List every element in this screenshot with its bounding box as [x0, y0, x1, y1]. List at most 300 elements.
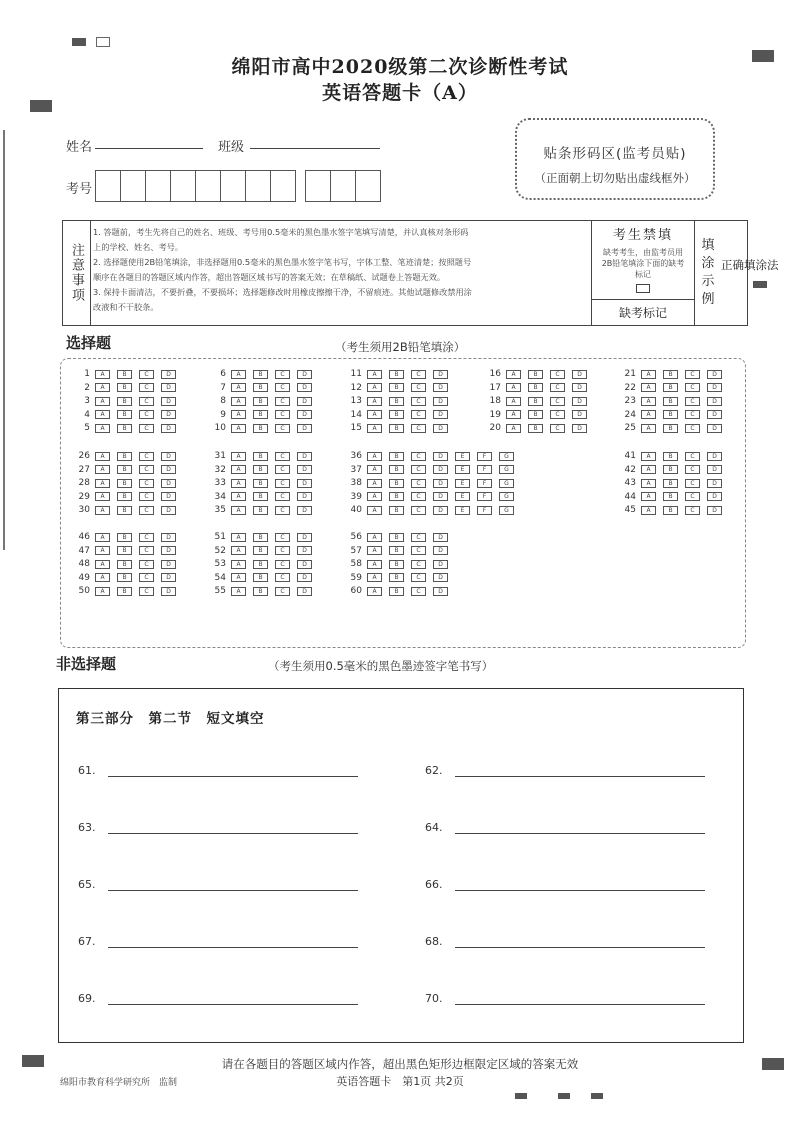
item-number: 70.	[425, 992, 443, 1005]
answer-bubble[interactable]: A	[367, 573, 382, 582]
answer-bubble[interactable]: D	[572, 410, 587, 419]
answer-bubble[interactable]: D	[707, 424, 722, 433]
answer-bubble[interactable]: A	[367, 383, 382, 392]
answer-bubble[interactable]: D	[297, 587, 312, 596]
answer-underline[interactable]	[108, 938, 358, 948]
answer-bubble[interactable]: D	[433, 546, 448, 555]
answer-underline[interactable]	[455, 881, 705, 891]
answer-bubble[interactable]: C	[685, 506, 700, 515]
answer-bubble[interactable]: D	[433, 452, 448, 461]
answer-bubble[interactable]: A	[231, 479, 246, 488]
answer-bubble[interactable]: D	[297, 465, 312, 474]
answer-bubble[interactable]: A	[231, 397, 246, 406]
answer-bubble[interactable]: C	[139, 397, 154, 406]
answer-bubble[interactable]: B	[117, 479, 132, 488]
answer-bubble[interactable]: A	[641, 465, 656, 474]
answer-underline[interactable]	[108, 995, 358, 1005]
answer-bubble[interactable]: D	[707, 397, 722, 406]
answer-underline[interactable]	[455, 767, 705, 777]
answer-bubble[interactable]: C	[411, 397, 426, 406]
answer-bubble[interactable]: A	[95, 397, 110, 406]
answer-bubble[interactable]: A	[231, 573, 246, 582]
answer-bubble[interactable]: B	[528, 383, 543, 392]
question-number: 20	[489, 423, 501, 434]
answer-bubble[interactable]: A	[231, 506, 246, 515]
answer-bubble[interactable]: B	[117, 546, 132, 555]
answer-bubble[interactable]: C	[139, 410, 154, 419]
answer-bubble[interactable]: B	[663, 397, 678, 406]
answer-bubble[interactable]: E	[455, 492, 470, 501]
answer-bubble[interactable]: A	[367, 492, 382, 501]
exam-id-digit[interactable]	[305, 170, 331, 202]
answer-bubble[interactable]: C	[411, 492, 426, 501]
answer-bubble[interactable]: A	[367, 370, 382, 379]
answer-bubble[interactable]: D	[297, 397, 312, 406]
answer-bubble[interactable]: A	[231, 452, 246, 461]
question-number: 37	[350, 464, 362, 475]
answer-bubble[interactable]: B	[253, 533, 268, 542]
answer-bubble[interactable]: G	[499, 492, 514, 501]
answer-bubble[interactable]: C	[275, 370, 290, 379]
answer-bubble[interactable]: D	[707, 370, 722, 379]
answer-bubble[interactable]: D	[161, 506, 176, 515]
answer-bubble[interactable]: B	[663, 465, 678, 474]
answer-bubble[interactable]: C	[411, 573, 426, 582]
exam-id-digit[interactable]	[120, 170, 146, 202]
answer-line[interactable]	[425, 992, 705, 1005]
answer-bubble[interactable]: C	[275, 506, 290, 515]
answer-bubble[interactable]: C	[411, 479, 426, 488]
answer-bubble[interactable]: C	[275, 560, 290, 569]
answer-bubble[interactable]: B	[117, 465, 132, 474]
answer-bubble[interactable]: D	[433, 465, 448, 474]
answer-bubble[interactable]: D	[707, 506, 722, 515]
answer-line[interactable]	[425, 821, 705, 834]
answer-bubble[interactable]: A	[641, 452, 656, 461]
answer-bubble[interactable]: D	[297, 506, 312, 515]
answer-bubble[interactable]: D	[707, 465, 722, 474]
answer-bubble[interactable]: E	[455, 506, 470, 515]
answer-underline[interactable]	[455, 938, 705, 948]
answer-bubble[interactable]: D	[297, 546, 312, 555]
answer-bubble[interactable]: B	[389, 370, 404, 379]
exam-id-digit[interactable]	[330, 170, 356, 202]
answer-bubble[interactable]: C	[139, 479, 154, 488]
answer-bubble[interactable]: D	[433, 370, 448, 379]
answer-bubble[interactable]: D	[297, 573, 312, 582]
answer-bubble[interactable]: C	[685, 492, 700, 501]
answer-bubble[interactable]: D	[433, 492, 448, 501]
answer-bubble[interactable]: C	[139, 546, 154, 555]
answer-bubble[interactable]: C	[685, 370, 700, 379]
answer-underline[interactable]	[455, 995, 705, 1005]
answer-bubble[interactable]: C	[411, 560, 426, 569]
answer-bubble[interactable]: B	[117, 573, 132, 582]
answer-bubble[interactable]: D	[707, 452, 722, 461]
answer-bubble[interactable]: A	[506, 397, 521, 406]
answer-bubble[interactable]: A	[641, 506, 656, 515]
answer-bubble[interactable]: B	[117, 533, 132, 542]
answer-line[interactable]	[78, 764, 358, 777]
answer-bubble[interactable]: B	[663, 424, 678, 433]
answer-bubble[interactable]: G	[499, 452, 514, 461]
answer-bubble[interactable]: D	[433, 506, 448, 515]
answer-bubble[interactable]: D	[707, 492, 722, 501]
answer-bubble[interactable]: D	[297, 383, 312, 392]
answer-bubble[interactable]: D	[161, 370, 176, 379]
answer-bubble[interactable]: C	[139, 587, 154, 596]
answer-bubble[interactable]: C	[275, 410, 290, 419]
answer-bubble[interactable]: C	[685, 410, 700, 419]
answer-bubble[interactable]: C	[685, 479, 700, 488]
answer-bubble[interactable]: G	[499, 465, 514, 474]
answer-bubble[interactable]: C	[411, 452, 426, 461]
answer-bubble[interactable]: C	[685, 424, 700, 433]
answer-bubble[interactable]: C	[139, 383, 154, 392]
answer-bubble[interactable]: B	[253, 410, 268, 419]
answer-line[interactable]	[425, 764, 705, 777]
answer-bubble[interactable]: C	[685, 465, 700, 474]
answer-bubble[interactable]: C	[550, 410, 565, 419]
exam-id-digit[interactable]	[270, 170, 296, 202]
name-field[interactable]	[95, 148, 203, 149]
answer-line[interactable]	[78, 935, 358, 948]
answer-bubble[interactable]: D	[572, 383, 587, 392]
answer-bubble[interactable]: A	[367, 546, 382, 555]
answer-bubble[interactable]: D	[161, 587, 176, 596]
answer-bubble[interactable]: D	[161, 465, 176, 474]
answer-bubble[interactable]: C	[139, 465, 154, 474]
answer-bubble[interactable]: C	[275, 424, 290, 433]
answer-bubble[interactable]: C	[411, 533, 426, 542]
answer-bubble[interactable]: B	[253, 492, 268, 501]
answer-bubble[interactable]: C	[550, 370, 565, 379]
answer-bubble[interactable]: B	[253, 383, 268, 392]
answer-bubble[interactable]: D	[161, 452, 176, 461]
answer-bubble[interactable]: D	[433, 587, 448, 596]
answer-bubble[interactable]: A	[95, 560, 110, 569]
exam-id-boxes[interactable]	[95, 170, 380, 202]
answer-bubble[interactable]: B	[389, 383, 404, 392]
answer-bubble[interactable]: B	[389, 410, 404, 419]
answer-bubble[interactable]: B	[117, 560, 132, 569]
answer-bubble[interactable]: A	[95, 465, 110, 474]
answer-bubble[interactable]: A	[231, 560, 246, 569]
answer-bubble[interactable]: A	[95, 370, 110, 379]
answer-bubble[interactable]: C	[275, 383, 290, 392]
answer-bubble[interactable]: B	[253, 546, 268, 555]
answer-bubble[interactable]: A	[95, 587, 110, 596]
answer-bubble[interactable]: B	[117, 370, 132, 379]
answer-bubble[interactable]: A	[95, 424, 110, 433]
answer-bubble[interactable]: F	[477, 492, 492, 501]
answer-bubble[interactable]: B	[253, 506, 268, 515]
answer-bubble[interactable]: A	[95, 479, 110, 488]
answer-bubble[interactable]: D	[297, 452, 312, 461]
answer-bubble[interactable]: C	[411, 370, 426, 379]
answer-bubble[interactable]: A	[95, 492, 110, 501]
answer-bubble[interactable]: B	[389, 479, 404, 488]
answer-bubble[interactable]: B	[663, 410, 678, 419]
answer-bubble[interactable]: B	[117, 410, 132, 419]
answer-bubble[interactable]: D	[433, 397, 448, 406]
answer-bubble[interactable]: A	[231, 587, 246, 596]
answer-bubble[interactable]: B	[389, 506, 404, 515]
answer-bubble[interactable]: G	[499, 506, 514, 515]
answer-bubble[interactable]: B	[253, 587, 268, 596]
answer-bubble[interactable]: D	[297, 492, 312, 501]
answer-bubble[interactable]: C	[685, 397, 700, 406]
answer-bubble[interactable]: D	[433, 383, 448, 392]
answer-bubble[interactable]: F	[477, 465, 492, 474]
answer-bubble[interactable]: C	[139, 452, 154, 461]
answer-bubble[interactable]: A	[231, 370, 246, 379]
answer-bubble[interactable]: A	[641, 479, 656, 488]
answer-bubble[interactable]: B	[253, 452, 268, 461]
answer-bubble[interactable]: C	[550, 424, 565, 433]
answer-bubble[interactable]: B	[117, 506, 132, 515]
answer-bubble[interactable]: A	[367, 587, 382, 596]
question-row	[72, 422, 183, 434]
answer-bubble[interactable]: D	[297, 410, 312, 419]
answer-bubble[interactable]: E	[455, 465, 470, 474]
answer-bubble[interactable]: B	[389, 397, 404, 406]
absent-checkbox[interactable]	[636, 284, 650, 293]
answer-bubble[interactable]: D	[297, 424, 312, 433]
answer-bubble[interactable]: B	[663, 479, 678, 488]
answer-bubble[interactable]: C	[411, 383, 426, 392]
answer-bubble[interactable]: A	[506, 410, 521, 419]
answer-bubble[interactable]: B	[528, 424, 543, 433]
exam-id-digit[interactable]	[195, 170, 221, 202]
answer-bubble[interactable]: A	[641, 410, 656, 419]
answer-underline[interactable]	[455, 824, 705, 834]
answer-bubble[interactable]: B	[117, 397, 132, 406]
answer-bubble[interactable]: C	[275, 546, 290, 555]
answer-bubble[interactable]: D	[297, 533, 312, 542]
answer-bubble[interactable]: C	[139, 533, 154, 542]
answer-bubble[interactable]: A	[95, 546, 110, 555]
answer-bubble[interactable]: F	[477, 479, 492, 488]
exam-id-digit[interactable]	[145, 170, 171, 202]
answer-bubble[interactable]: D	[433, 573, 448, 582]
answer-bubble[interactable]: C	[685, 383, 700, 392]
answer-bubble[interactable]: B	[253, 397, 268, 406]
answer-bubble[interactable]: A	[367, 452, 382, 461]
answer-bubble[interactable]: B	[117, 424, 132, 433]
answer-bubble[interactable]: C	[275, 452, 290, 461]
answer-bubble[interactable]: A	[641, 424, 656, 433]
answer-bubble[interactable]: C	[685, 452, 700, 461]
answer-line[interactable]	[425, 878, 705, 891]
answer-line[interactable]	[78, 821, 358, 834]
answer-bubble[interactable]: B	[389, 452, 404, 461]
answer-bubble[interactable]: D	[572, 397, 587, 406]
answer-line[interactable]	[425, 935, 705, 948]
answer-bubble[interactable]: C	[275, 492, 290, 501]
answer-bubble[interactable]: C	[139, 492, 154, 501]
answer-line[interactable]	[78, 992, 358, 1005]
answer-bubble[interactable]: C	[411, 506, 426, 515]
answer-bubble[interactable]: A	[231, 424, 246, 433]
answer-bubble[interactable]: C	[411, 465, 426, 474]
answer-bubble[interactable]: B	[389, 573, 404, 582]
answer-bubble[interactable]: A	[367, 410, 382, 419]
answer-bubble[interactable]: C	[275, 465, 290, 474]
answer-bubble[interactable]: A	[367, 560, 382, 569]
answer-bubble[interactable]: G	[499, 479, 514, 488]
answer-bubble[interactable]: C	[275, 573, 290, 582]
answer-bubble[interactable]: D	[161, 533, 176, 542]
answer-bubble[interactable]: D	[161, 479, 176, 488]
answer-bubble[interactable]: B	[389, 492, 404, 501]
answer-bubble[interactable]: B	[253, 465, 268, 474]
answer-bubble[interactable]: B	[117, 587, 132, 596]
answer-bubble[interactable]: D	[707, 479, 722, 488]
answer-bubble[interactable]: A	[506, 424, 521, 433]
answer-bubble[interactable]: D	[433, 533, 448, 542]
answer-bubble[interactable]: B	[253, 560, 268, 569]
answer-bubble[interactable]: A	[231, 546, 246, 555]
answer-bubble[interactable]: E	[455, 452, 470, 461]
answer-bubble[interactable]: A	[641, 492, 656, 501]
answer-bubble[interactable]: D	[161, 546, 176, 555]
answer-line[interactable]	[78, 878, 358, 891]
answer-underline[interactable]	[108, 881, 358, 891]
answer-bubble[interactable]: A	[506, 370, 521, 379]
answer-bubble[interactable]: C	[139, 424, 154, 433]
answer-bubble[interactable]: A	[367, 533, 382, 542]
question-number: 22	[624, 382, 636, 393]
answer-bubble[interactable]: B	[253, 479, 268, 488]
answer-bubble[interactable]: C	[275, 533, 290, 542]
answer-bubble[interactable]: C	[550, 383, 565, 392]
answer-bubble[interactable]: C	[411, 587, 426, 596]
question-row	[72, 585, 183, 597]
answer-bubble[interactable]: B	[253, 424, 268, 433]
exam-id-digit[interactable]	[355, 170, 381, 202]
answer-underline[interactable]	[108, 767, 358, 777]
answer-bubble[interactable]: D	[433, 479, 448, 488]
answer-bubble[interactable]: A	[506, 383, 521, 392]
answer-bubble[interactable]: E	[455, 479, 470, 488]
answer-bubble[interactable]: B	[389, 424, 404, 433]
answer-bubble[interactable]: D	[572, 424, 587, 433]
answer-bubble[interactable]: D	[433, 560, 448, 569]
answer-bubble[interactable]: A	[367, 424, 382, 433]
answer-bubble[interactable]: C	[139, 573, 154, 582]
answer-bubble[interactable]: B	[528, 397, 543, 406]
answer-bubble[interactable]: C	[275, 587, 290, 596]
answer-bubble[interactable]: A	[367, 506, 382, 515]
answer-bubble[interactable]: D	[161, 397, 176, 406]
answer-bubble[interactable]: D	[297, 560, 312, 569]
exam-id-digit[interactable]	[170, 170, 196, 202]
answer-bubble[interactable]: A	[231, 492, 246, 501]
answer-bubble[interactable]: B	[663, 492, 678, 501]
answer-bubble[interactable]: C	[139, 506, 154, 515]
notice-rules	[93, 225, 589, 315]
answer-bubble[interactable]: A	[231, 383, 246, 392]
answer-bubble[interactable]: A	[641, 383, 656, 392]
answer-bubble[interactable]: B	[389, 533, 404, 542]
answer-bubble[interactable]: D	[433, 424, 448, 433]
answer-bubble[interactable]: B	[117, 492, 132, 501]
answer-bubble[interactable]: A	[367, 465, 382, 474]
answer-bubble[interactable]: C	[411, 410, 426, 419]
exam-id-digit[interactable]	[220, 170, 246, 202]
exam-id-digit[interactable]	[245, 170, 271, 202]
answer-bubble[interactable]: C	[550, 397, 565, 406]
exam-id-digit[interactable]	[95, 170, 121, 202]
answer-underline[interactable]	[108, 824, 358, 834]
class-field[interactable]	[250, 148, 380, 149]
answer-bubble[interactable]: A	[95, 533, 110, 542]
answer-bubble[interactable]: F	[477, 452, 492, 461]
question-number: 5	[84, 423, 90, 434]
answer-bubble[interactable]: A	[95, 410, 110, 419]
answer-bubble[interactable]: B	[663, 383, 678, 392]
answer-bubble[interactable]: D	[707, 410, 722, 419]
answer-bubble[interactable]: B	[663, 452, 678, 461]
answer-bubble[interactable]: D	[433, 410, 448, 419]
answer-bubble[interactable]: C	[275, 397, 290, 406]
answer-bubble[interactable]: A	[367, 397, 382, 406]
answer-bubble[interactable]: D	[297, 370, 312, 379]
answer-bubble[interactable]: A	[95, 506, 110, 515]
answer-bubble[interactable]: B	[389, 546, 404, 555]
answer-bubble[interactable]: B	[253, 370, 268, 379]
answer-bubble[interactable]: D	[161, 383, 176, 392]
answer-bubble[interactable]: A	[231, 533, 246, 542]
answer-bubble[interactable]: C	[411, 546, 426, 555]
answer-bubble[interactable]: D	[297, 479, 312, 488]
answer-bubble[interactable]: A	[95, 383, 110, 392]
item-number: 69.	[78, 992, 96, 1005]
answer-bubble[interactable]: B	[528, 370, 543, 379]
answer-bubble[interactable]: D	[161, 573, 176, 582]
answer-bubble[interactable]: A	[641, 397, 656, 406]
answer-bubble[interactable]: A	[231, 465, 246, 474]
answer-bubble[interactable]: C	[275, 479, 290, 488]
answer-bubble[interactable]: D	[161, 492, 176, 501]
answer-bubble[interactable]: A	[641, 370, 656, 379]
answer-bubble[interactable]: C	[139, 370, 154, 379]
answer-bubble[interactable]: B	[528, 410, 543, 419]
answer-bubble[interactable]: D	[161, 424, 176, 433]
answer-bubble[interactable]: B	[389, 465, 404, 474]
answer-bubble[interactable]: D	[707, 383, 722, 392]
answer-bubble[interactable]: C	[139, 560, 154, 569]
answer-bubble[interactable]: B	[117, 452, 132, 461]
answer-bubble[interactable]: A	[95, 452, 110, 461]
answer-bubble[interactable]: B	[389, 560, 404, 569]
answer-bubble[interactable]: A	[95, 573, 110, 582]
answer-bubble[interactable]: F	[477, 506, 492, 515]
answer-bubble[interactable]: B	[663, 370, 678, 379]
answer-bubble[interactable]: A	[367, 479, 382, 488]
answer-bubble[interactable]: C	[411, 424, 426, 433]
answer-bubble[interactable]: B	[389, 587, 404, 596]
answer-bubble[interactable]: B	[117, 383, 132, 392]
item-number: 67.	[78, 935, 96, 948]
answer-bubble[interactable]: B	[253, 573, 268, 582]
answer-bubble[interactable]: B	[663, 506, 678, 515]
answer-bubble[interactable]: D	[572, 370, 587, 379]
answer-bubble[interactable]: A	[231, 410, 246, 419]
answer-bubble[interactable]: D	[161, 410, 176, 419]
answer-bubble[interactable]: D	[161, 560, 176, 569]
